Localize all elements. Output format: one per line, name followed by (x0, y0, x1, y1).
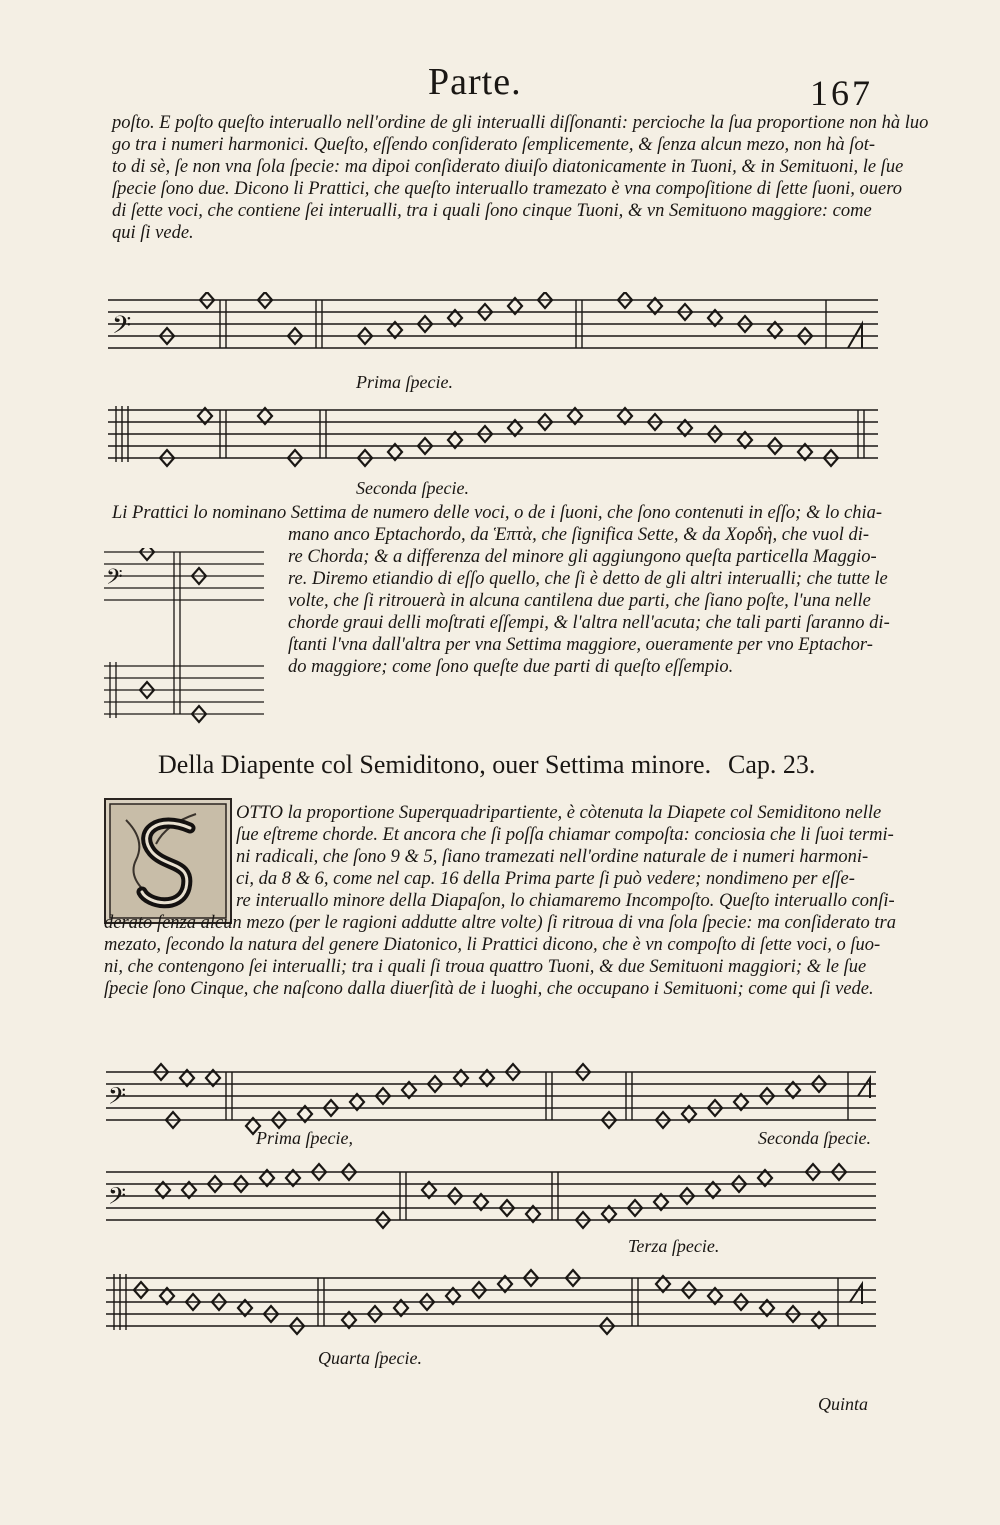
text-line: ni, che contengono ſei interualli; tra i quali ſi troua quattro Tuoni, & due Semituoni maggiori; & le ſue (104, 957, 867, 977)
text-line: ſpecie ſono due. Dicono li Prattici, che queſto interuallo tramezato è vna compoſitione di ſette ſuoni, ouero (112, 179, 903, 199)
caption-quarta-specie: Quarta ſpecie. (318, 1348, 422, 1368)
text-line: to di sè, ſe non vna ſola ſpecie: ma dipoi conſiderato diuiſo diatonicamente in Tuoni, & in Semituoni, le ſue (112, 157, 904, 177)
text-line: re interuallo minore della Diapaſon, lo chiamaremo Incompoſto. Queſto interuallo conſi- (236, 891, 895, 911)
text-line: poſto. E poſto queſto interuallo nell'ordine de gli interualli diſſonanti: percioche la ſua proportione non hà luo (112, 113, 929, 133)
music-staff-prima-specie-1 (108, 292, 878, 362)
text-line: re Chorda; & a differenza del minore gli aggiungono queſta particella Maggio- (288, 547, 877, 567)
caption-prima-specie: Prima ſpecie. (356, 372, 453, 392)
text-line: mezato, ſecondo la natura del genere Diatonico, li Prattici dicono, che è vn compoſto di ſette voci, o ſuo- (104, 935, 881, 955)
chapter-title: Della Diapente col Semiditono, ouer Settima minore. (158, 750, 712, 779)
caption-prima-specie-2: Prima ſpecie, (256, 1128, 353, 1148)
catchword-quinta: Quinta (818, 1394, 869, 1414)
page-number: 167 (810, 73, 873, 113)
svg-text:𝄢: 𝄢 (106, 565, 123, 595)
text-line: volte, che ſi ritrouerà in alcuna cantilena due parti, che ſiano poſte, l'una nelle (288, 591, 871, 611)
svg-text:𝄢: 𝄢 (112, 311, 132, 346)
paragraph-1 (112, 112, 928, 244)
text-line: ſpecie ſono Cinque, che naſcono dalla diuerſità de i luoghi, che occupano i Semituoni; come qui ſi vede. (104, 979, 874, 999)
text-line: Li Prattici lo nominano Settima de numero delle voci, o de i ſuoni, che ſono contenuti in eſſo; & lo chia- (112, 503, 883, 523)
music-staff-seconda-specie-1 (108, 402, 878, 472)
text-line: ni radicali, che ſono 9 & 5, ſiano tramezati nell'ordine naturale de i numeri harmoni- (236, 847, 869, 867)
running-head (0, 60, 1000, 113)
text-line: do maggiore; come ſono queſte due parti di queſto eſſempio. (288, 657, 734, 677)
text-line: ſue eſtreme chorde. Et ancora che ſi poſſa chiamar compoſta: conciosia che li ſuoi termi- (236, 825, 894, 845)
text-line: go tra i numeri harmonici. Queſto, eſſendo conſiderato ſemplicemente, & ſenza alcun mezo, non hà ſot- (112, 135, 875, 155)
chapter-number: Cap. 23. (728, 750, 816, 779)
text-line: chorde graui delli moſtrati eſſempi, & l'altra nell'acuta; che tali parti ſaranno di- (288, 613, 890, 633)
text-line: mano anco Eptachordo, da Ἑπτὰ, che ſignifica Sette, & da Χορδὴ, che vuol di- (288, 525, 870, 545)
text-line: ſtanti l'vna dall'altra per vna Settima maggiore, oueramente per vno Eptachor- (288, 635, 873, 655)
caption-seconda-specie: Seconda ſpecie. (356, 478, 469, 498)
decorated-initial-s (104, 798, 232, 924)
music-side-example (104, 548, 274, 724)
caption-terza-specie: Terza ſpecie. (628, 1236, 720, 1256)
running-title: Parte. (428, 61, 522, 103)
paragraph-3 (104, 912, 896, 1000)
paragraph-3-indented (236, 802, 895, 912)
text-line: ci, da 8 & 6, come nel cap. 16 della Prima parte ſi può vedere; nondimeno per eſſe- (236, 869, 855, 889)
caption-seconda-specie-2: Seconda ſpecie. (758, 1128, 871, 1148)
text-line: derato ſenza alcun mezo (per le ragioni addutte altre volte) ſi ritroua di vna ſola ſpecie: ma conſiderato tra (104, 913, 896, 933)
svg-text:𝄢: 𝄢 (108, 1182, 127, 1215)
music-staff-terza-specie (106, 1158, 876, 1240)
text-line: qui ſi vede. (112, 223, 194, 243)
text-line: di ſette voci, che contiene ſei interualli, tra i quali ſono cinque Tuoni, & vn Semituono maggiore: come (112, 201, 872, 221)
svg-text:𝄢: 𝄢 (108, 1082, 127, 1115)
text-line: re. Diremo etiandio di eſſo quello, che ſi è detto de gli altri interualli; che tutte le (288, 569, 888, 589)
music-staff-quarta-specie (106, 1264, 876, 1346)
chapter-heading (158, 750, 918, 780)
paragraph-2 (288, 524, 890, 678)
text-line: OTTO la proportione Superquadripartiente, è còtenuta la Diapete col Semiditono nelle (236, 803, 882, 823)
paragraph-2-first-line (112, 502, 882, 524)
